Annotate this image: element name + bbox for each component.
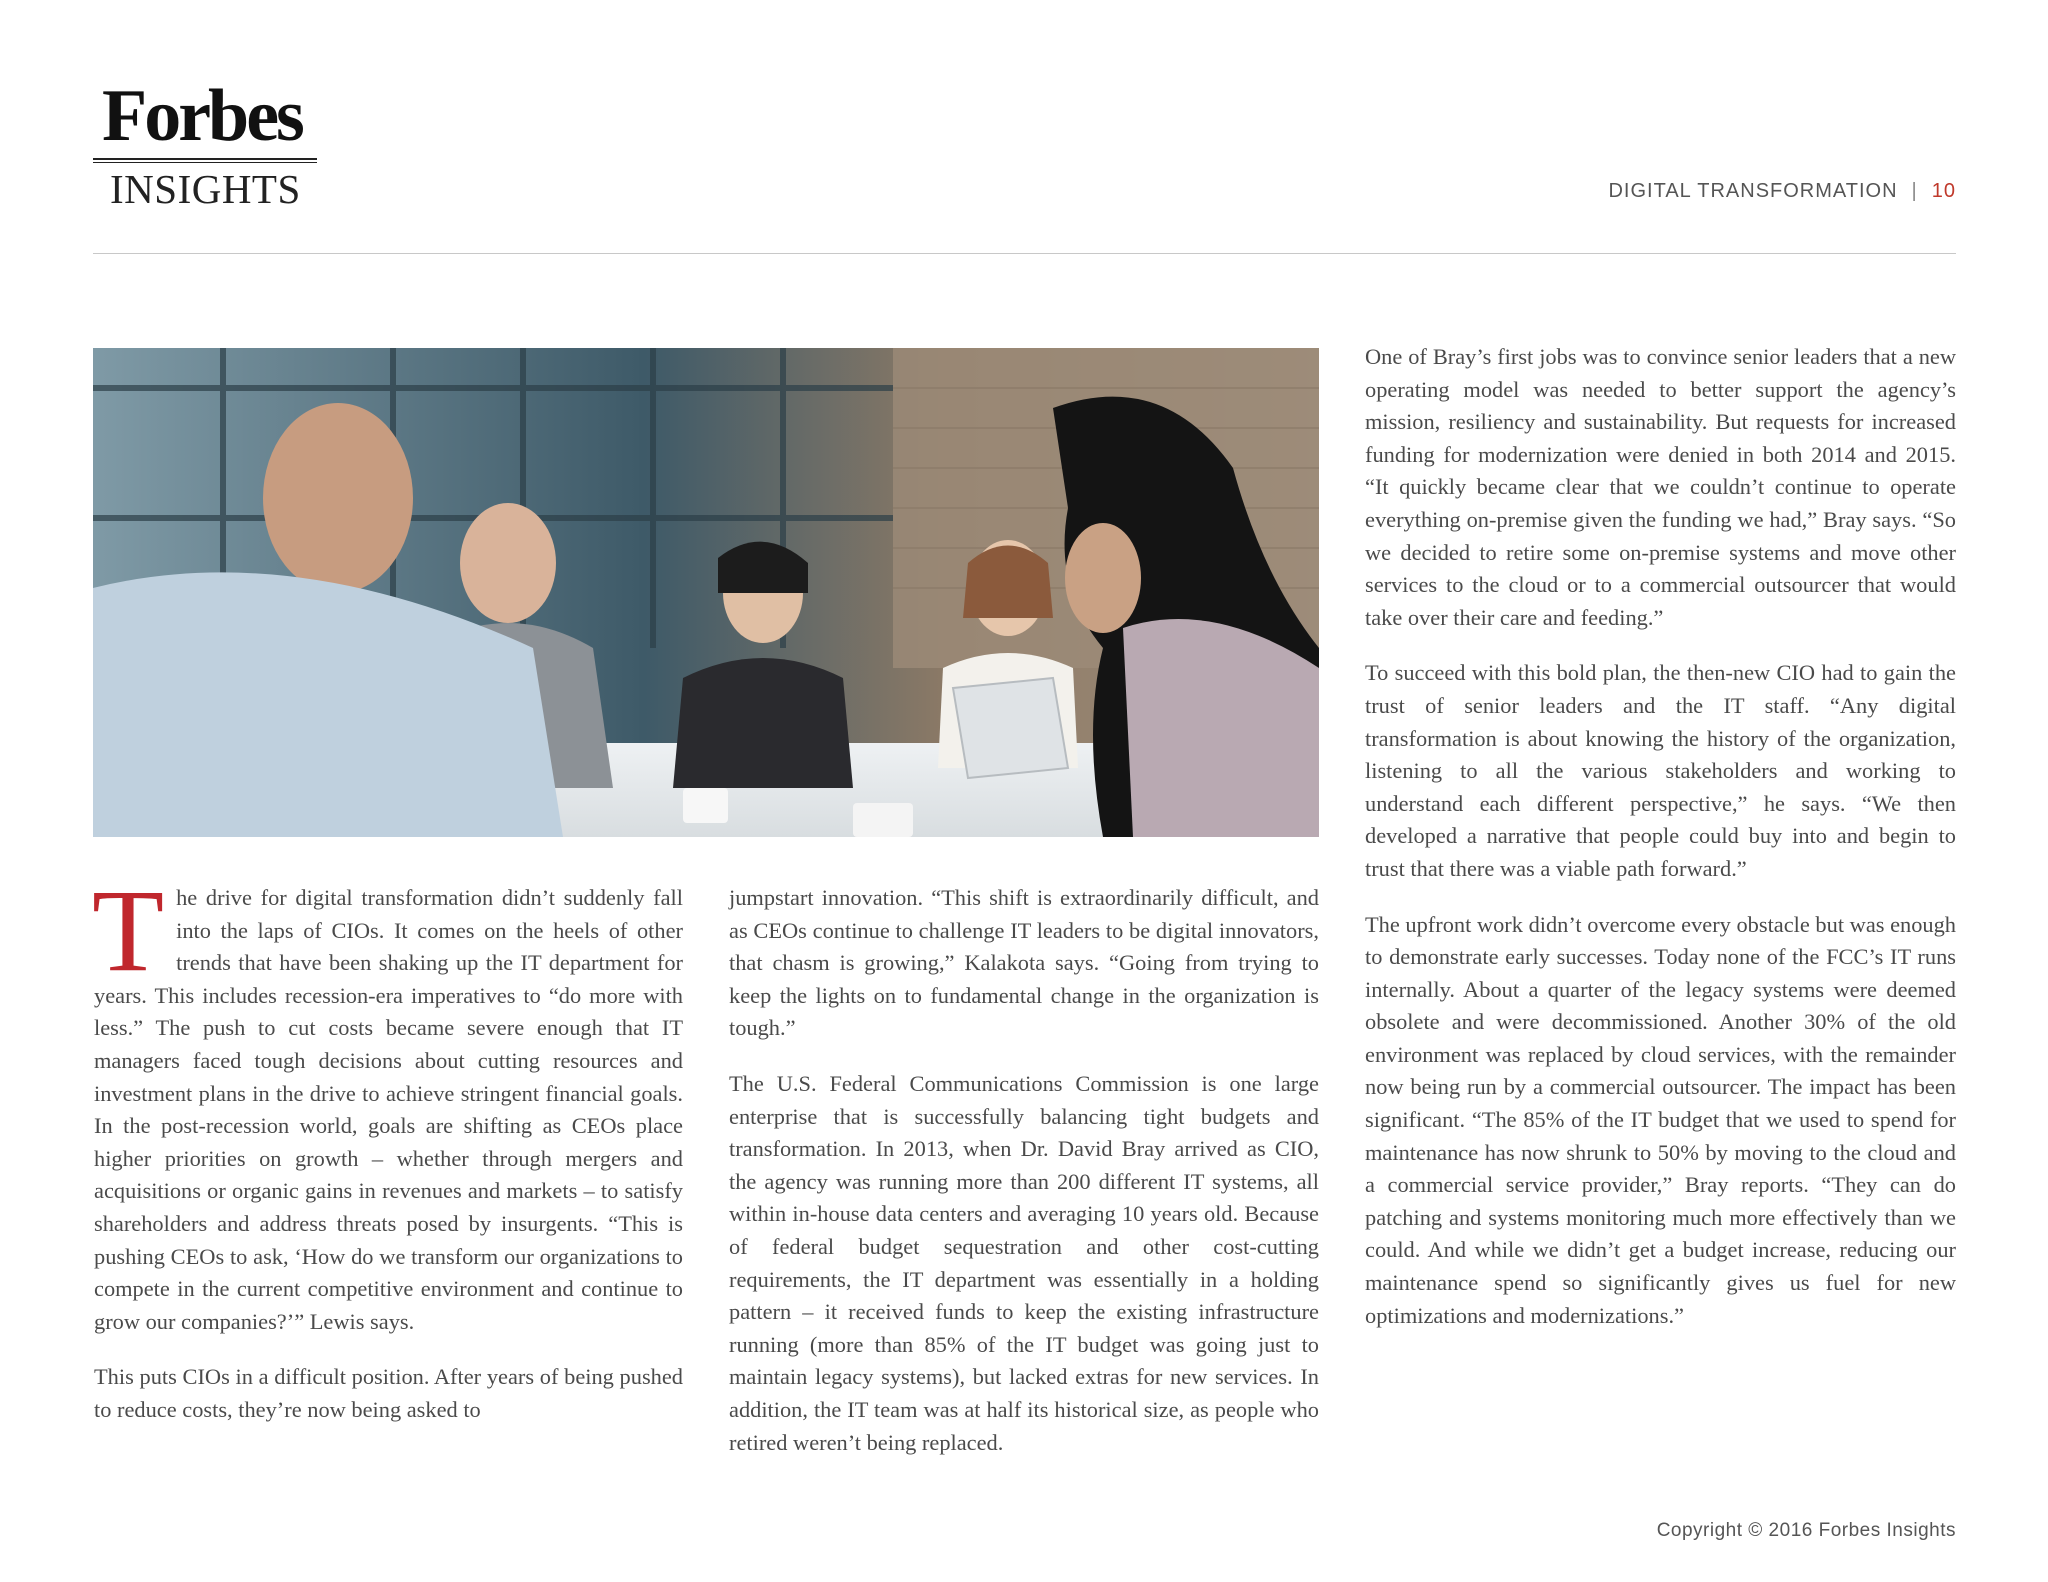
header-divider xyxy=(93,253,1956,254)
copyright-footer: Copyright © 2016 Forbes Insights xyxy=(1656,1520,1956,1541)
page-number: 10 xyxy=(1931,180,1956,202)
article-paragraph: One of Bray’s first jobs was to convince senior leaders that a new operating model was needed to better support the agency’s mission, resiliency and sustainability. But requests for increased funding for modernization were denied in both 2014 and 2015. “It quickly became clear that we couldn’t continue to operate everything on-premise given the funding we had,” Bray says. “So we decided to retire some on-premise systems and move other services to the cloud or to a commercial outsourcer that would take over their care and feeding.” xyxy=(1365,344,1956,630)
logo-forbes-text: Forbes xyxy=(102,75,302,157)
article-paragraph: jumpstart innovation. “This shift is extraordinarily difficult, and as CEOs continue to challenge IT leaders to be digital innovators, that chasm is growing,” Kalakota says. “Going from trying to keep the lights on to fundamental change in the organization is tough.” xyxy=(729,885,1319,1041)
article-column-3 xyxy=(1365,341,1956,1355)
logo-insights-text: INSIGHTS xyxy=(110,166,301,212)
article-column-1 xyxy=(92,865,683,1450)
meeting-photo-illustration xyxy=(93,348,1319,837)
section-title: DIGITAL TRANSFORMATION xyxy=(1608,180,1898,202)
header-separator: | xyxy=(1911,180,1918,202)
article-paragraph: The upfront work didn’t overcome every obstacle but was enough to demonstrate early successes. Today none of the FCC’s IT runs internally. About a quarter of the legacy systems were deemed obsolete and were decommissioned. Another 30% of the old environment was replaced by cloud services, with the remainder now being run by a commercial outsourcer. The impact has been significant. “The 85% of the IT budget that we used to spend for maintenance has now shrunk to 50% by moving to the cloud and a commercial service provider,” Bray reports. “They can do patching and systems monitoring much more effectively than we could. And while we didn’t get a budget increase, reducing our maintenance spend so significantly gives us fuel for new optimizations and modernizations.” xyxy=(1365,911,1956,1328)
paragraph-text: he drive for digital transformation didn’t suddenly fall into the laps of CIOs. It comes on the heels of other trends that have been shaking up the IT department for years. This includes recession-era imperatives to “do more with less.” The push to cut costs became severe enough that IT managers faced tough decisions about cutting resources and investment plans in the drive to achieve stringent financial goals. In the post-recession world, goals are shifting as CEOs place higher priorities on growth – whether through mergers and acquisitions or organic gains in revenues and markets – to satisfy shareholders and address threats posed by insurgents. “This is pushing CEOs to ask, ‘How do we transform our organizations to compete in the current competitive environment and continue to grow our companies?’” Lewis says. xyxy=(94,885,683,1334)
meeting-photo xyxy=(93,348,1319,837)
article-column-2 xyxy=(729,882,1319,1482)
drop-cap: T xyxy=(92,865,165,996)
forbes-insights-logo xyxy=(93,76,317,215)
article-paragraph: This puts CIOs in a difficult position. After years of being pushed to reduce costs, they’re now being asked to xyxy=(94,1364,683,1422)
article-paragraph xyxy=(92,865,683,1338)
article-paragraph: To succeed with this bold plan, the then-new CIO had to gain the trust of senior leaders and the IT staff. “Any digital transformation is about knowing the history of the organization, listening to all the various stakeholders and working to understand each different perspective,” he says. “We then developed a narrative that people could buy into and begin to trust that there was a viable path forward.” xyxy=(1365,660,1956,881)
article-paragraph: The U.S. Federal Communications Commission is one large enterprise that is successfully balancing tight budgets and transformation. In 2013, when Dr. David Bray arrived as CIO, the agency was running more than 200 different IT systems, all within in-house data centers and averaging 10 years old. Because of federal budget sequestration and other cost-cutting requirements, the IT department was essentially in a holding pattern – it received funds to keep the existing infrastructure running (more than 85% of the IT budget was going just to maintain legacy systems), but lacked extras for new services. In addition, the IT team was at half its historical size, as people who retired weren’t being replaced. xyxy=(729,1070,1319,1455)
running-header xyxy=(1608,180,1956,203)
